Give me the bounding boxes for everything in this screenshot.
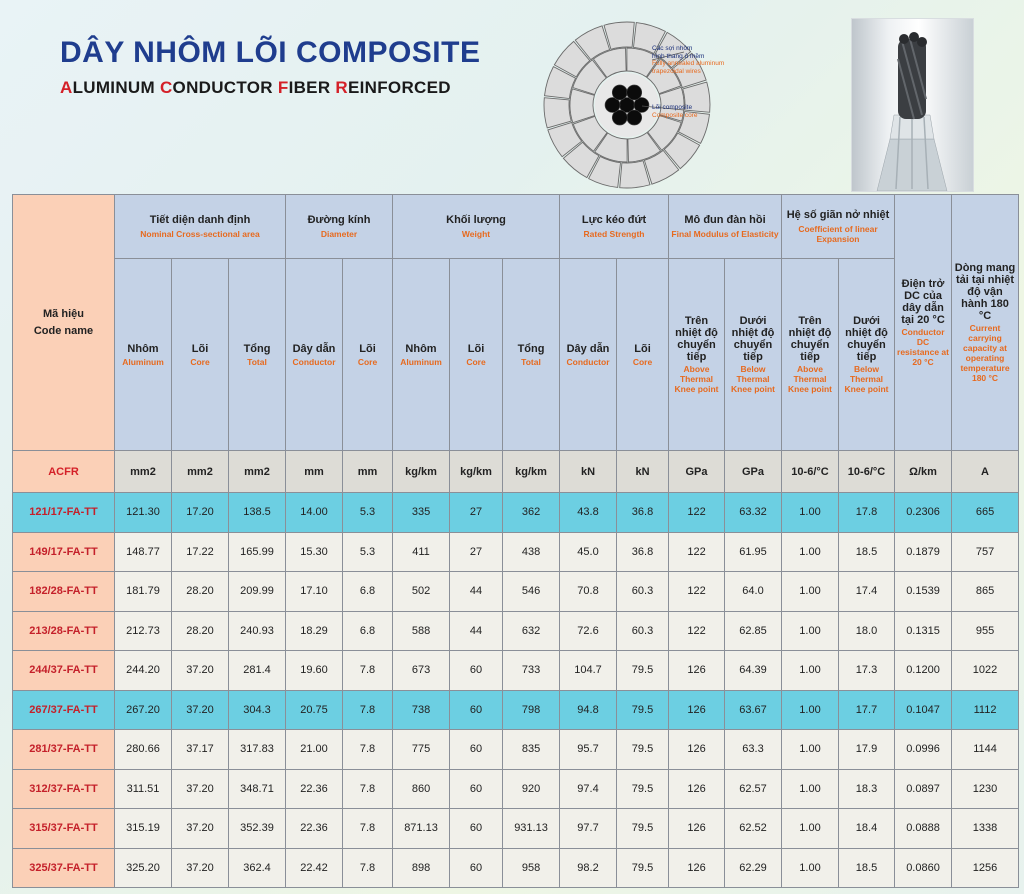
unit-cell: kg/km <box>450 451 503 493</box>
table-cell: 36.8 <box>617 532 669 572</box>
table-cell: 62.52 <box>725 809 782 849</box>
unit-cell: mm2 <box>172 451 229 493</box>
table-row <box>13 611 1019 651</box>
table-cell: 60 <box>450 848 503 888</box>
units-code-cell: ACFR <box>13 451 115 493</box>
table-cell: 17.8 <box>839 493 895 533</box>
table-cell: 317.83 <box>229 730 286 770</box>
table-cell: 98.2 <box>560 848 617 888</box>
table-row <box>13 690 1019 730</box>
modulus-below-header: Dưới nhiệt độ chuyển tiếp Below Thermal Knee point <box>725 259 782 451</box>
table-cell: 757 <box>952 532 1019 572</box>
code-name-cell: 325/37-FA-TT <box>13 848 115 888</box>
table-cell: 1.00 <box>782 769 839 809</box>
unit-cell: mm2 <box>115 451 172 493</box>
modulus-header: Mô đun đàn hồi Final Modulus of Elasticity <box>669 195 782 259</box>
table-cell: 104.7 <box>560 651 617 691</box>
table-cell: 63.67 <box>725 690 782 730</box>
code-name-cell: 244/37-FA-TT <box>13 651 115 691</box>
table-cell: 0.1539 <box>895 572 952 612</box>
table-cell: 244.20 <box>115 651 172 691</box>
table-cell: 733 <box>503 651 560 691</box>
table-cell: 28.20 <box>172 611 229 651</box>
code-name-cell: 149/17-FA-TT <box>13 532 115 572</box>
code-name-cell: 213/28-FA-TT <box>13 611 115 651</box>
table-cell: 62.29 <box>725 848 782 888</box>
table-cell: 43.8 <box>560 493 617 533</box>
composite-core-strand <box>627 110 642 125</box>
table-cell: 97.7 <box>560 809 617 849</box>
table-cell: 502 <box>393 572 450 612</box>
unit-cell: mm <box>343 451 393 493</box>
table-cell: 64.39 <box>725 651 782 691</box>
table-cell: 5.3 <box>343 493 393 533</box>
table-cell: 14.00 <box>286 493 343 533</box>
table-cell: 37.20 <box>172 651 229 691</box>
code-name-header: Mã hiệu Code name <box>13 195 115 451</box>
table-cell: 64.0 <box>725 572 782 612</box>
table-cell: 955 <box>952 611 1019 651</box>
table-cell: 673 <box>393 651 450 691</box>
table-cell: 181.79 <box>115 572 172 612</box>
table-cell: 775 <box>393 730 450 770</box>
table-cell: 0.1047 <box>895 690 952 730</box>
table-cell: 122 <box>669 572 725 612</box>
table-cell: 18.5 <box>839 848 895 888</box>
table-cell: 28.20 <box>172 572 229 612</box>
page-subtitle: ALUMINUM CONDUCTOR FIBER REINFORCED <box>60 78 451 97</box>
expansion-above-header: Trên nhiệt độ chuyển tiếp Above Thermal Knee point <box>782 259 839 451</box>
table-cell: 1.00 <box>782 809 839 849</box>
table-cell: 0.2306 <box>895 493 952 533</box>
table-cell: 15.30 <box>286 532 343 572</box>
table-cell: 126 <box>669 809 725 849</box>
code-name-cell: 312/37-FA-TT <box>13 769 115 809</box>
table-cell: 738 <box>393 690 450 730</box>
weight-header: Khối lượng Weight <box>393 195 560 259</box>
table-cell: 958 <box>503 848 560 888</box>
table-cell: 1.00 <box>782 572 839 612</box>
table-cell: 63.32 <box>725 493 782 533</box>
table-cell: 1.00 <box>782 493 839 533</box>
table-cell: 37.20 <box>172 848 229 888</box>
cable-photo-illustration <box>852 19 973 191</box>
table-cell: 7.8 <box>343 769 393 809</box>
table-cell: 1.00 <box>782 651 839 691</box>
table-cell: 315.19 <box>115 809 172 849</box>
unit-cell: kg/km <box>503 451 560 493</box>
table-cell: 335 <box>393 493 450 533</box>
table-row <box>13 651 1019 691</box>
table-cell: 588 <box>393 611 450 651</box>
table-cell: 122 <box>669 611 725 651</box>
modulus-above-header: Trên nhiệt độ chuyển tiếp Above Thermal Knee point <box>669 259 725 451</box>
table-cell: 931.13 <box>503 809 560 849</box>
table-cell: 21.00 <box>286 730 343 770</box>
table-cell: 1022 <box>952 651 1019 691</box>
table-cell: 17.3 <box>839 651 895 691</box>
expansion-below-header: Dưới nhiệt độ chuyển tiếp Below Thermal Knee point <box>839 259 895 451</box>
section-core-header: Lõi Core <box>172 259 229 451</box>
table-cell: 37.17 <box>172 730 229 770</box>
table-cell: 1.00 <box>782 611 839 651</box>
code-name-cell: 281/37-FA-TT <box>13 730 115 770</box>
table-row <box>13 493 1019 533</box>
table-cell: 18.3 <box>839 769 895 809</box>
table-cell: 44 <box>450 572 503 612</box>
table-cell: 60.3 <box>617 611 669 651</box>
strength-core-header: Lõi Core <box>617 259 669 451</box>
table-row <box>13 848 1019 888</box>
table-cell: 44 <box>450 611 503 651</box>
table-cell: 79.5 <box>617 690 669 730</box>
units-row <box>13 451 1019 493</box>
table-cell: 7.8 <box>343 690 393 730</box>
resistance-header: Điện trở DC của dây dẫn tại 20 °C Conductor DC resistance at 20 °C <box>895 195 952 451</box>
table-cell: 240.93 <box>229 611 286 651</box>
table-cell: 20.75 <box>286 690 343 730</box>
unit-cell: kg/km <box>393 451 450 493</box>
table-cell: 0.1200 <box>895 651 952 691</box>
table-cell: 0.0888 <box>895 809 952 849</box>
section-header: Tiết diện danh định Nominal Cross-sectional area <box>115 195 286 259</box>
table-cell: 37.20 <box>172 690 229 730</box>
table-cell: 7.8 <box>343 809 393 849</box>
table-cell: 79.5 <box>617 651 669 691</box>
table-cell: 126 <box>669 730 725 770</box>
table-cell: 27 <box>450 532 503 572</box>
table-cell: 0.0996 <box>895 730 952 770</box>
unit-cell: mm2 <box>229 451 286 493</box>
table-cell: 438 <box>503 532 560 572</box>
cable-photo <box>851 18 974 192</box>
table-cell: 79.5 <box>617 809 669 849</box>
strength-header: Lực kéo đứt Rated Strength <box>560 195 669 259</box>
table-cell: 17.4 <box>839 572 895 612</box>
table-row <box>13 769 1019 809</box>
table-cell: 6.8 <box>343 572 393 612</box>
table-cell: 0.1879 <box>895 532 952 572</box>
strength-conductor-header: Dây dẫn Conductor <box>560 259 617 451</box>
weight-core-header: Lõi Core <box>450 259 503 451</box>
table-cell: 898 <box>393 848 450 888</box>
table-cell: 17.20 <box>172 493 229 533</box>
table-row <box>13 572 1019 612</box>
table-cell: 362 <box>503 493 560 533</box>
table-cell: 6.8 <box>343 611 393 651</box>
code-name-cell: 121/17-FA-TT <box>13 493 115 533</box>
table-cell: 1.00 <box>782 532 839 572</box>
table-cell: 97.4 <box>560 769 617 809</box>
table-cell: 17.22 <box>172 532 229 572</box>
table-cell: 281.4 <box>229 651 286 691</box>
section-aluminum-header: Nhôm Aluminum <box>115 259 172 451</box>
table-cell: 1.00 <box>782 690 839 730</box>
table-cell: 7.8 <box>343 848 393 888</box>
unit-cell: Ω/km <box>895 451 952 493</box>
table-cell: 18.4 <box>839 809 895 849</box>
specification-table <box>12 194 1019 888</box>
table-cell: 1.00 <box>782 730 839 770</box>
table-cell: 60 <box>450 730 503 770</box>
composite-core-strand <box>612 85 627 100</box>
weight-aluminum-header: Nhôm Aluminum <box>393 259 450 451</box>
table-row <box>13 809 1019 849</box>
table-cell: 1256 <box>952 848 1019 888</box>
composite-core <box>595 73 659 137</box>
table-cell: 17.9 <box>839 730 895 770</box>
unit-cell: A <box>952 451 1019 493</box>
diameter-conductor-header: Dây dẫn Conductor <box>286 259 343 451</box>
diameter-core-header: Lõi Core <box>343 259 393 451</box>
table-cell: 865 <box>952 572 1019 612</box>
table-cell: 546 <box>503 572 560 612</box>
table-row <box>13 730 1019 770</box>
table-cell: 19.60 <box>286 651 343 691</box>
table-cell: 280.66 <box>115 730 172 770</box>
table-cell: 122 <box>669 532 725 572</box>
table-cell: 62.85 <box>725 611 782 651</box>
diameter-header: Đường kính Diameter <box>286 195 393 259</box>
table-cell: 60 <box>450 809 503 849</box>
unit-cell: GPa <box>669 451 725 493</box>
table-cell: 70.8 <box>560 572 617 612</box>
table-cell: 60.3 <box>617 572 669 612</box>
table-cell: 61.95 <box>725 532 782 572</box>
table-cell: 835 <box>503 730 560 770</box>
wires-legend: Các sợi nhôm hình thang ủ mềm Fully annealed aluminum trapezoidal wires <box>652 45 725 75</box>
table-cell: 62.57 <box>725 769 782 809</box>
unit-cell: GPa <box>725 451 782 493</box>
table-cell: 362.4 <box>229 848 286 888</box>
table-cell: 122 <box>669 493 725 533</box>
table-cell: 17.10 <box>286 572 343 612</box>
table-cell: 0.1315 <box>895 611 952 651</box>
table-cell: 126 <box>669 651 725 691</box>
table-cell: 79.5 <box>617 769 669 809</box>
expansion-header: Hệ số giãn nở nhiệt Coefficient of linear Expansion <box>782 195 895 259</box>
table-row <box>13 532 1019 572</box>
table-cell: 94.8 <box>560 690 617 730</box>
unit-cell: kN <box>560 451 617 493</box>
table-cell: 126 <box>669 690 725 730</box>
table-cell: 18.5 <box>839 532 895 572</box>
table-cell: 22.36 <box>286 809 343 849</box>
unit-cell: kN <box>617 451 669 493</box>
table-cell: 0.0860 <box>895 848 952 888</box>
table-cell: 920 <box>503 769 560 809</box>
table-cell: 1230 <box>952 769 1019 809</box>
table-cell: 126 <box>669 769 725 809</box>
section-total-header: Tổng Total <box>229 259 286 451</box>
table-cell: 36.8 <box>617 493 669 533</box>
code-name-cell: 315/37-FA-TT <box>13 809 115 849</box>
table-cell: 7.8 <box>343 730 393 770</box>
table-cell: 871.13 <box>393 809 450 849</box>
table-cell: 22.42 <box>286 848 343 888</box>
table-cell: 17.7 <box>839 690 895 730</box>
table-cell: 22.36 <box>286 769 343 809</box>
unit-cell: 10-6/°C <box>839 451 895 493</box>
code-name-cell: 267/37-FA-TT <box>13 690 115 730</box>
table-cell: 798 <box>503 690 560 730</box>
unit-cell: 10-6/°C <box>782 451 839 493</box>
table-cell: 60 <box>450 769 503 809</box>
table-cell: 1.00 <box>782 848 839 888</box>
table-cell: 60 <box>450 651 503 691</box>
weight-total-header: Tổng Total <box>503 259 560 451</box>
table-cell: 60 <box>450 690 503 730</box>
table-cell: 7.8 <box>343 651 393 691</box>
table-cell: 138.5 <box>229 493 286 533</box>
table-cell: 95.7 <box>560 730 617 770</box>
unit-cell: mm <box>286 451 343 493</box>
table-cell: 632 <box>503 611 560 651</box>
table-cell: 27 <box>450 493 503 533</box>
table-cell: 148.77 <box>115 532 172 572</box>
table-cell: 1144 <box>952 730 1019 770</box>
table-cell: 79.5 <box>617 848 669 888</box>
table-cell: 348.71 <box>229 769 286 809</box>
table-cell: 352.39 <box>229 809 286 849</box>
table-cell: 45.0 <box>560 532 617 572</box>
table-cell: 18.0 <box>839 611 895 651</box>
table-cell: 325.20 <box>115 848 172 888</box>
table-cell: 1338 <box>952 809 1019 849</box>
table-cell: 63.3 <box>725 730 782 770</box>
table-cell: 37.20 <box>172 809 229 849</box>
current-header: Dòng mang tải tại nhiệt độ vận hành 180 °C Current carrying capacity at operating temperature 180 °C <box>952 195 1019 451</box>
table-cell: 267.20 <box>115 690 172 730</box>
table-cell: 5.3 <box>343 532 393 572</box>
table-cell: 165.99 <box>229 532 286 572</box>
table-cell: 665 <box>952 493 1019 533</box>
table-cell: 311.51 <box>115 769 172 809</box>
core-legend: Lõi composite Composite core <box>652 104 698 119</box>
table-cell: 1112 <box>952 690 1019 730</box>
table-cell: 0.0897 <box>895 769 952 809</box>
composite-core-strand <box>627 85 642 100</box>
table-cell: 121.30 <box>115 493 172 533</box>
code-name-cell: 182/28-FA-TT <box>13 572 115 612</box>
table-cell: 209.99 <box>229 572 286 612</box>
table-cell: 37.20 <box>172 769 229 809</box>
table-cell: 304.3 <box>229 690 286 730</box>
table-cell: 72.6 <box>560 611 617 651</box>
table-cell: 18.29 <box>286 611 343 651</box>
page-title: DÂY NHÔM LÕI COMPOSITE <box>60 36 481 69</box>
table-cell: 860 <box>393 769 450 809</box>
table-cell: 126 <box>669 848 725 888</box>
table-cell: 411 <box>393 532 450 572</box>
table-cell: 79.5 <box>617 730 669 770</box>
table-cell: 212.73 <box>115 611 172 651</box>
